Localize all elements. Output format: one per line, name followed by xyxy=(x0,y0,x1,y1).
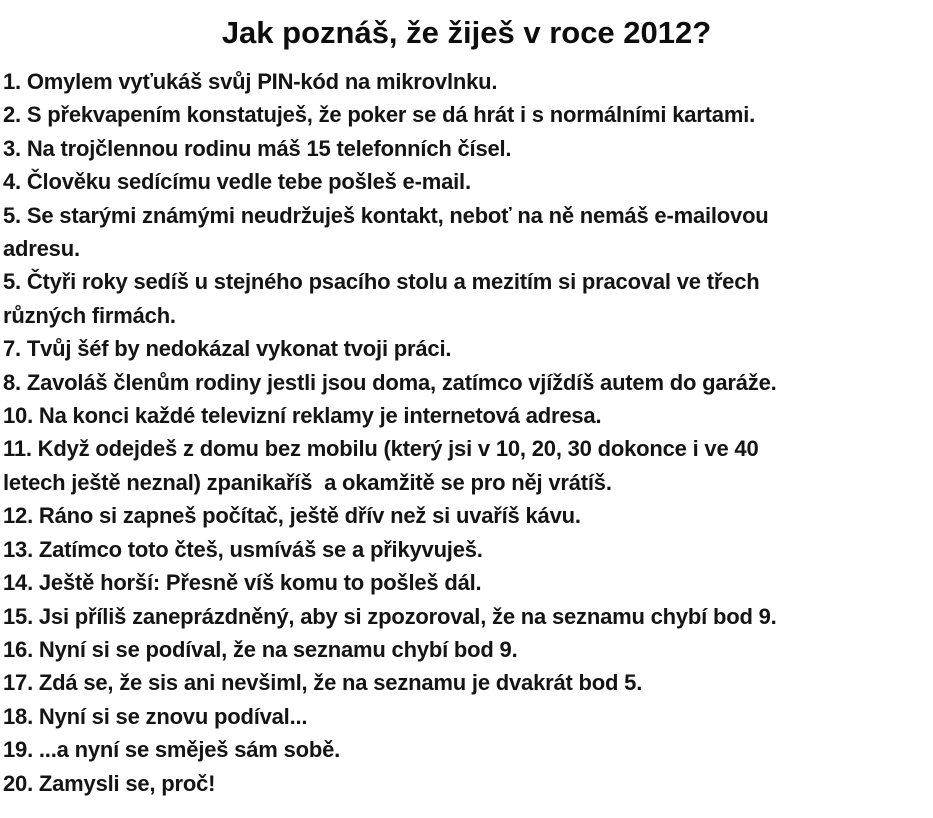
list-item-line: 17. Zdá se, že sis ani nevšiml, že na seznamu je dvakrát bod 5. xyxy=(3,670,643,696)
list-item-line: 4. Člověku sedícímu vedle tebe pošleš e-mail. xyxy=(3,169,471,195)
list-item-line: 16. Nyní si se podíval, že na seznamu chybí bod 9. xyxy=(3,636,518,662)
page-title: Jak poznáš, že žiješ v roce 2012? xyxy=(221,15,712,50)
list-item-line: 5. Čtyři roky sedíš u stejného psacího stolu a mezitím si pracoval ve třech xyxy=(3,269,760,295)
list-item-line: 2. S překvapením konstatuješ, že poker se dá hrát i s normálními kartami. xyxy=(3,102,756,128)
list-item-line: 18. Nyní si se znovu podíval... xyxy=(3,703,308,729)
list-item-line: 1. Omylem vyťukáš svůj PIN-kód na mikrovlnku. xyxy=(3,69,498,94)
list-item-line: 7. Tvůj šéf by nedokázal vykonat tvoji práci. xyxy=(3,336,452,362)
list-item-line: 5. Se starými známými neudržuješ kontakt, neboť na ně nemáš e-mailovou xyxy=(3,202,769,228)
list-item-line: adresu. xyxy=(3,236,80,262)
list-item-line: různých firmách. xyxy=(3,302,176,328)
list-item-line: 15. Jsi příliš zaneprázdněný, aby si zpozoroval, že na seznamu chybí bod 9. xyxy=(3,603,777,629)
list-item-line: letech ještě neznal) zpanikaříš a okamžitě se pro něj vrátíš. xyxy=(3,469,612,495)
list-item-line: 20. Zamysli se, proč! xyxy=(3,770,216,796)
list-item-line: 8. Zavoláš členům rodiny jestli jsou doma, zatímco vjíždíš autem do garáže. xyxy=(3,369,777,395)
list-item-line: 19. ...a nyní se směješ sám sobě. xyxy=(3,737,341,763)
list-item-line: 10. Na konci každé televizní reklamy je internetová adresa. xyxy=(3,403,602,429)
list-item-line: 12. Ráno si zapneš počítač, ještě dřív než si uvaříš kávu. xyxy=(3,503,581,529)
list-item-line: 14. Ještě horší: Přesně víš komu to pošleš dál. xyxy=(3,570,482,596)
list-item-line: 11. Když odejdeš z domu bez mobilu (který jsi v 10, 20, 30 dokonce i ve 40 xyxy=(3,436,759,462)
list-item-line: 13. Zatímco toto čteš, usmíváš se a přikyvuješ. xyxy=(3,536,483,562)
joke-list xyxy=(0,65,933,800)
list-item-line: 3. Na trojčlennou rodinu máš 15 telefonních čísel. xyxy=(3,135,512,161)
